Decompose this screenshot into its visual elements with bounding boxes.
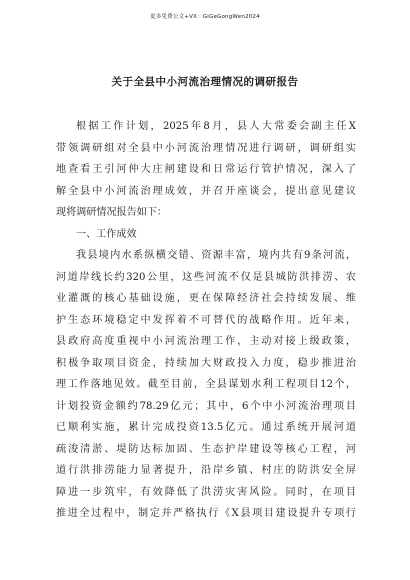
body-line: 理工作落地见效。截至目前，全县谋划水利工程项目12个，: [56, 379, 356, 390]
body-line: 县政府高度重视中小河流治理工作，主动对接上级政策，: [56, 336, 356, 347]
body-line: 疏浚清淤、堤防达标加固、生态护岸建设等核心工程，河: [56, 443, 356, 455]
body-line: 解全县中小河流治理成效，并召开座谈会，提出意见建议: [56, 185, 356, 197]
document-body: [56, 116, 356, 525]
body-line: 推进全过程中，制定并严格执行《X县项目建设提升专项行: [56, 508, 356, 519]
section-heading: 一、工作成效: [76, 228, 137, 240]
body-line: 根据工作计划，2025年8月，县人大常委会副主任X: [76, 121, 356, 132]
body-line: 我县境内水系纵横交错、资源丰富，境内共有9条河流，: [76, 250, 356, 261]
body-line: 积极争取项目资金，持续加大财政投入力度，稳步推进治: [56, 357, 356, 369]
body-line: 业灌溉的核心基础设施，更在保障经济社会持续发展、维: [56, 293, 356, 304]
header-note: 更多免费公文+VX：GiGeGongWen2024: [150, 14, 260, 20]
document-title: 关于全县中小河流治理情况的调研报告: [111, 76, 299, 88]
body-line: 带领调研组对全县中小河流治理情况进行调研，调研组实: [56, 142, 356, 154]
body-line: 道行洪排涝能力显著提升，沿岸乡镇、村庄的防洪安全屏: [56, 465, 356, 476]
body-line: 护生态环境稳定中发挥着不可替代的战略作用。近年来，: [56, 314, 356, 326]
body-line: 现将调研情况报告如下：: [56, 207, 168, 218]
body-line: 障进一步筑牢，有效降低了洪涝灾害风险。同时，在项目: [56, 486, 356, 498]
body-line: 已顺利实施，累计完成投资13.5亿元。通过系统开展河道: [56, 422, 356, 433]
body-line: 河道岸线长约320公里，这些河流不仅是县城防洪排涝、农: [56, 271, 356, 283]
body-line: 计划投资金额约78.29亿元；其中，6个中小河流治理项目: [56, 400, 356, 412]
body-line: 地查看王引河仲大庄闸建设和日常运行管护情况，深入了: [56, 164, 356, 175]
